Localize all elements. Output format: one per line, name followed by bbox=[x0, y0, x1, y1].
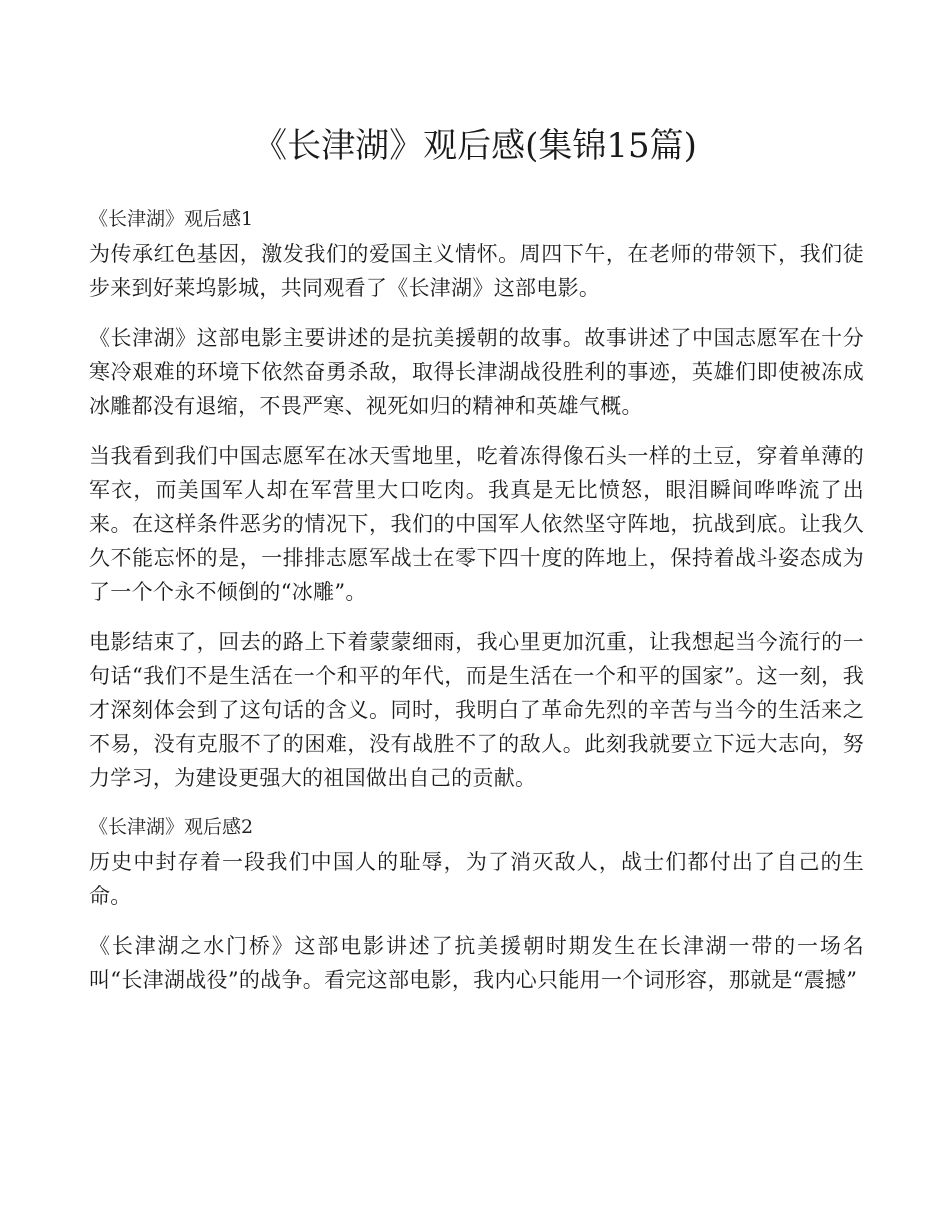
document-body bbox=[89, 203, 864, 1013]
paragraph: 当我看到我们中国志愿军在冰天雪地里，吃着冻得像石头一样的土豆，穿着单薄的军衣，而美国军人却在军营里大口吃肉。我真是无比愤怒，眼泪瞬间哗哗流了出来。在这样条件恶劣的情况下，我们的中国军人依然坚守阵地，抗战到底。让我久久不能忘怀的是，一排排志愿军战士在零下四十度的阵地上，保持着战斗姿态成为了一个个永不倾倒的“冰雕”。 bbox=[89, 444, 864, 604]
section-2 bbox=[89, 811, 864, 997]
paragraph: 历史中封存着一段我们中国人的耻辱，为了消灭敌人，战士们都付出了自己的生命。 bbox=[89, 850, 864, 908]
paragraph: 为传承红色基因，激发我们的爱国主义情怀。周四下午，在老师的带领下，我们徒步来到好莱坞影城，共同观看了《长津湖》这部电影。 bbox=[89, 242, 864, 300]
section-heading: 《长津湖》观后感2 bbox=[89, 816, 254, 838]
section-1 bbox=[89, 203, 864, 795]
section-heading: 《长津湖》观后感1 bbox=[89, 208, 254, 230]
paragraph: 《长津湖》这部电影主要讲述的是抗美援朝的故事。故事讲述了中国志愿军在十分寒冷艰难的环境下依然奋勇杀敌，取得长津湖战役胜利的事迹，英雄们即使被冻成冰雕都没有退缩，不畏严寒、视死如归的精神和英雄气概。 bbox=[89, 326, 864, 418]
document-title: 《长津湖》观后感(集锦15篇) bbox=[253, 126, 697, 166]
paragraph: 《长津湖之水门桥》这部电影讲述了抗美援朝时期发生在长津湖一带的一场名叫“长津湖战役”的战争。看完这部电影，我内心只能用一个词形容，那就是“震撼” bbox=[89, 934, 864, 992]
paragraph: 电影结束了，回去的路上下着蒙蒙细雨，我心里更加沉重，让我想起当今流行的一句话“我们不是生活在一个和平的年代，而是生活在一个和平的国家”。这一刻，我才深刻体会到了这句话的含义。同时，我明白了革命先烈的辛苦与当今的生活来之不易，没有克服不了的困难，没有战胜不了的敌人。此刻我就要立下远大志向，努力学习，为建设更强大的祖国做出自己的贡献。 bbox=[89, 630, 864, 790]
